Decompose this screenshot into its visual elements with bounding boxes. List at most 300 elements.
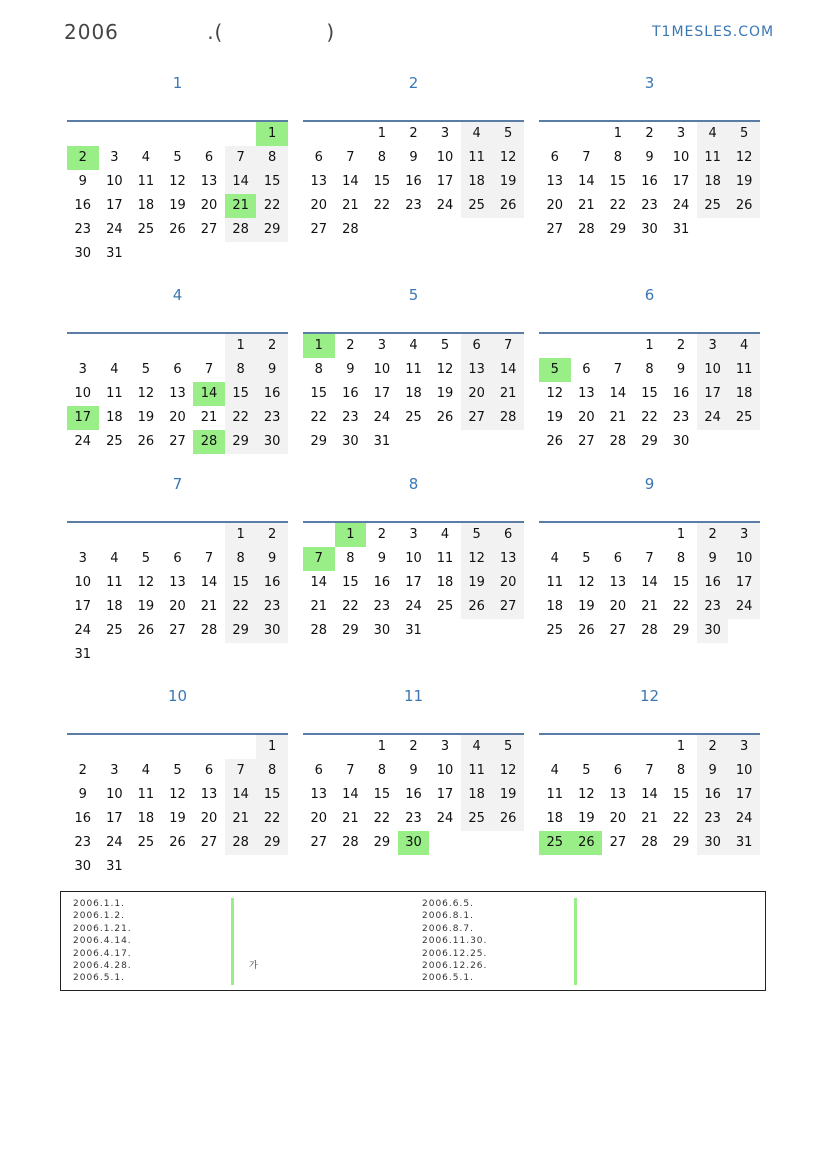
empty-day-cell bbox=[335, 122, 367, 146]
day-cell: 17 bbox=[106, 198, 123, 213]
day-cell: 25 bbox=[461, 194, 493, 218]
day-cell: 5 bbox=[173, 150, 182, 165]
holiday-date: 2006.12.25. bbox=[422, 948, 488, 959]
month-title: 8 bbox=[408, 475, 419, 493]
empty-day-cell bbox=[492, 218, 524, 242]
week-row bbox=[67, 643, 288, 667]
empty-day-cell bbox=[303, 735, 335, 759]
day-cell: 10 bbox=[106, 787, 123, 802]
day-cell: 18 bbox=[697, 170, 729, 194]
day-cell: 11 bbox=[137, 174, 155, 189]
week-row bbox=[67, 595, 288, 619]
day-cell: 19 bbox=[436, 386, 454, 401]
empty-day-cell bbox=[602, 735, 634, 759]
day-cell: 10 bbox=[405, 551, 422, 566]
holiday-marker bbox=[231, 960, 234, 972]
week-row bbox=[67, 855, 288, 879]
day-cell: 20 bbox=[609, 599, 627, 614]
month-title: 9 bbox=[644, 475, 655, 493]
empty-day-cell bbox=[193, 523, 225, 547]
day-cell: 22 bbox=[256, 194, 288, 218]
week-row bbox=[539, 619, 760, 643]
empty-day-cell bbox=[429, 430, 461, 454]
day-cell: 24 bbox=[74, 623, 92, 638]
day-cell: 8 bbox=[377, 763, 387, 778]
holiday-date: 2006.1.1. bbox=[73, 899, 125, 909]
day-cell: 30 bbox=[256, 430, 288, 454]
holiday-cell: 21 bbox=[225, 194, 257, 218]
day-cell: 4 bbox=[550, 551, 559, 566]
day-cell: 21 bbox=[492, 382, 524, 406]
day-cell: 16 bbox=[697, 571, 729, 595]
day-cell: 4 bbox=[461, 122, 493, 146]
day-cell: 14 bbox=[641, 575, 658, 590]
day-cell: 29 bbox=[225, 430, 257, 454]
day-cell: 30 bbox=[256, 619, 288, 643]
day-cell: 10 bbox=[697, 358, 729, 382]
day-cell: 7 bbox=[582, 150, 591, 165]
day-cell: 26 bbox=[492, 194, 524, 218]
day-cell: 20 bbox=[200, 811, 218, 826]
holiday-cell: 30 bbox=[398, 831, 430, 855]
day-grid bbox=[539, 735, 760, 855]
day-cell: 14 bbox=[342, 174, 359, 189]
day-cell: 25 bbox=[106, 623, 123, 638]
day-cell: 1 bbox=[613, 126, 623, 141]
day-cell: 13 bbox=[169, 575, 186, 590]
holiday-entry bbox=[73, 948, 403, 960]
day-cell: 23 bbox=[405, 198, 422, 213]
day-grid bbox=[67, 334, 288, 454]
day-cell: 29 bbox=[672, 623, 690, 638]
day-cell: 7 bbox=[645, 551, 654, 566]
empty-day-cell bbox=[99, 334, 131, 358]
day-cell: 5 bbox=[440, 338, 450, 353]
day-cell: 23 bbox=[697, 595, 729, 619]
day-cell: 23 bbox=[74, 835, 92, 850]
day-cell: 21 bbox=[641, 599, 658, 614]
holiday-cell: 2 bbox=[67, 146, 99, 170]
day-cell: 11 bbox=[405, 362, 422, 377]
day-cell: 29 bbox=[225, 619, 257, 643]
empty-day-cell bbox=[130, 643, 162, 667]
empty-day-cell bbox=[539, 735, 571, 759]
day-cell: 4 bbox=[141, 150, 151, 165]
day-cell: 9 bbox=[409, 763, 418, 778]
day-cell: 8 bbox=[377, 150, 387, 165]
day-cell: 5 bbox=[141, 551, 151, 566]
empty-day-cell bbox=[492, 831, 524, 855]
day-cell: 8 bbox=[256, 759, 288, 783]
week-row bbox=[539, 406, 760, 430]
day-cell: 7 bbox=[204, 362, 214, 377]
day-cell: 7 bbox=[225, 759, 257, 783]
day-cell: 27 bbox=[200, 835, 218, 850]
day-cell: 24 bbox=[106, 222, 123, 237]
day-cell: 8 bbox=[676, 551, 686, 566]
day-cell: 18 bbox=[106, 410, 123, 425]
day-cell: 9 bbox=[409, 150, 418, 165]
day-cell: 2 bbox=[409, 126, 418, 141]
holiday-marker bbox=[574, 972, 577, 984]
empty-day-cell bbox=[256, 643, 288, 667]
day-cell: 29 bbox=[373, 835, 391, 850]
day-cell: 24 bbox=[373, 410, 391, 425]
day-cell: 9 bbox=[78, 787, 87, 802]
week-row bbox=[539, 547, 760, 571]
week-row bbox=[539, 595, 760, 619]
day-cell: 9 bbox=[645, 150, 654, 165]
day-cell: 21 bbox=[342, 198, 359, 213]
week-row bbox=[303, 831, 524, 855]
day-cell: 28 bbox=[342, 222, 359, 237]
empty-day-cell bbox=[130, 523, 162, 547]
empty-day-cell bbox=[193, 735, 225, 759]
day-cell: 6 bbox=[314, 763, 323, 778]
week-row bbox=[67, 783, 288, 807]
empty-day-cell bbox=[634, 735, 666, 759]
day-cell: 3 bbox=[440, 739, 450, 754]
week-row bbox=[303, 759, 524, 783]
day-cell: 18 bbox=[436, 575, 454, 590]
day-cell: 18 bbox=[728, 382, 760, 406]
empty-day-cell bbox=[130, 334, 162, 358]
week-row bbox=[67, 194, 288, 218]
day-cell: 8 bbox=[225, 358, 257, 382]
empty-day-cell bbox=[99, 122, 131, 146]
empty-day-cell bbox=[728, 218, 760, 242]
week-row bbox=[539, 759, 760, 783]
week-row bbox=[67, 571, 288, 595]
day-cell: 4 bbox=[728, 334, 760, 358]
day-cell: 16 bbox=[256, 571, 288, 595]
day-cell: 13 bbox=[461, 358, 493, 382]
day-cell: 7 bbox=[225, 146, 257, 170]
day-cell: 4 bbox=[697, 122, 729, 146]
day-cell: 15 bbox=[225, 382, 257, 406]
day-cell: 22 bbox=[225, 595, 257, 619]
holiday-date: 2006.6.5. bbox=[422, 899, 474, 909]
day-cell: 3 bbox=[676, 126, 686, 141]
day-cell: 20 bbox=[546, 198, 564, 213]
empty-day-cell bbox=[225, 242, 257, 266]
holiday-date: 2006.1.2. bbox=[73, 911, 125, 922]
day-cell: 23 bbox=[256, 595, 288, 619]
day-cell: 25 bbox=[137, 835, 155, 850]
holiday-cell: 1 bbox=[303, 334, 335, 358]
week-row bbox=[67, 146, 288, 170]
empty-day-cell bbox=[130, 735, 162, 759]
day-cell: 21 bbox=[200, 410, 218, 425]
holiday-cell: 17 bbox=[67, 406, 99, 430]
holiday-list-right bbox=[422, 898, 752, 985]
week-row bbox=[67, 759, 288, 783]
day-cell: 25 bbox=[405, 410, 422, 425]
week-row bbox=[67, 242, 288, 266]
week-row bbox=[303, 146, 524, 170]
holiday-marker bbox=[574, 935, 577, 947]
week-row bbox=[539, 523, 760, 547]
day-cell: 4 bbox=[440, 527, 450, 542]
day-cell: 25 bbox=[106, 434, 123, 449]
empty-day-cell bbox=[461, 619, 493, 643]
day-cell: 11 bbox=[137, 787, 155, 802]
day-cell: 21 bbox=[578, 198, 595, 213]
day-cell: 1 bbox=[377, 739, 387, 754]
day-cell: 2 bbox=[377, 527, 387, 542]
day-cell: 17 bbox=[728, 571, 760, 595]
week-row bbox=[303, 430, 524, 454]
day-cell: 19 bbox=[578, 811, 595, 826]
day-cell: 8 bbox=[314, 362, 323, 377]
empty-day-cell bbox=[728, 430, 760, 454]
week-row bbox=[67, 406, 288, 430]
holiday-date: 2006.1.21. bbox=[73, 923, 132, 934]
day-cell: 20 bbox=[169, 410, 186, 425]
week-row bbox=[539, 194, 760, 218]
day-grid bbox=[303, 735, 524, 855]
week-row bbox=[539, 170, 760, 194]
empty-day-cell bbox=[225, 855, 257, 879]
day-cell: 22 bbox=[672, 599, 690, 614]
week-row bbox=[539, 358, 760, 382]
day-cell: 19 bbox=[728, 170, 760, 194]
day-cell: 17 bbox=[697, 382, 729, 406]
month-title: 3 bbox=[644, 74, 655, 92]
day-cell: 26 bbox=[137, 434, 155, 449]
site-name[interactable]: T1MESLES.COM bbox=[652, 24, 775, 40]
day-cell: 11 bbox=[436, 551, 454, 566]
empty-day-cell bbox=[130, 242, 162, 266]
holiday-entry bbox=[422, 923, 752, 935]
day-cell: 14 bbox=[225, 783, 257, 807]
day-cell: 23 bbox=[641, 198, 658, 213]
day-cell: 3 bbox=[409, 527, 418, 542]
week-row bbox=[303, 783, 524, 807]
holiday-marker bbox=[574, 960, 577, 972]
day-cell: 2 bbox=[645, 126, 654, 141]
day-cell: 1 bbox=[256, 735, 288, 759]
day-cell: 12 bbox=[436, 362, 454, 377]
week-row bbox=[67, 547, 288, 571]
day-cell: 12 bbox=[137, 386, 155, 401]
day-cell: 18 bbox=[405, 386, 422, 401]
empty-day-cell bbox=[539, 523, 571, 547]
empty-day-cell bbox=[99, 643, 131, 667]
day-cell: 16 bbox=[405, 787, 422, 802]
week-row bbox=[67, 382, 288, 406]
day-cell: 28 bbox=[492, 406, 524, 430]
day-cell: 8 bbox=[225, 547, 257, 571]
empty-day-cell bbox=[162, 643, 194, 667]
day-cell: 25 bbox=[137, 222, 155, 237]
day-cell: 14 bbox=[578, 174, 595, 189]
day-cell: 3 bbox=[377, 338, 387, 353]
empty-day-cell bbox=[539, 334, 571, 358]
day-cell: 19 bbox=[137, 410, 155, 425]
holiday-list-left bbox=[73, 898, 403, 985]
day-cell: 7 bbox=[346, 763, 355, 778]
holiday-cell: 14 bbox=[193, 382, 225, 406]
holiday-marker bbox=[231, 935, 234, 947]
day-cell: 26 bbox=[461, 595, 493, 619]
day-cell: 4 bbox=[110, 551, 119, 566]
day-cell: 26 bbox=[436, 410, 454, 425]
day-cell: 6 bbox=[173, 551, 182, 566]
day-cell: 19 bbox=[492, 783, 524, 807]
day-cell: 27 bbox=[609, 835, 627, 850]
day-cell: 12 bbox=[492, 759, 524, 783]
empty-day-cell bbox=[193, 242, 225, 266]
day-cell: 6 bbox=[461, 334, 493, 358]
day-cell: 21 bbox=[200, 599, 218, 614]
day-cell: 11 bbox=[728, 358, 760, 382]
day-grid bbox=[539, 334, 760, 454]
day-cell: 9 bbox=[256, 547, 288, 571]
holiday-list bbox=[60, 891, 766, 991]
empty-day-cell bbox=[193, 122, 225, 146]
week-row bbox=[67, 334, 288, 358]
day-grid bbox=[539, 523, 760, 643]
day-cell: 2 bbox=[697, 735, 729, 759]
month-title: 2 bbox=[408, 74, 419, 92]
day-cell: 24 bbox=[405, 599, 422, 614]
week-row bbox=[539, 430, 760, 454]
week-row bbox=[67, 358, 288, 382]
day-cell: 21 bbox=[225, 807, 257, 831]
day-cell: 19 bbox=[578, 599, 595, 614]
day-cell: 30 bbox=[641, 222, 658, 237]
day-cell: 20 bbox=[169, 599, 186, 614]
day-cell: 21 bbox=[641, 811, 658, 826]
day-cell: 23 bbox=[672, 410, 690, 425]
holiday-entry bbox=[422, 910, 752, 922]
day-cell: 19 bbox=[137, 599, 155, 614]
holiday-marker bbox=[574, 910, 577, 922]
holiday-entry bbox=[73, 923, 403, 935]
day-cell: 30 bbox=[342, 434, 359, 449]
day-cell: 27 bbox=[578, 434, 595, 449]
day-cell: 28 bbox=[641, 623, 658, 638]
day-cell: 6 bbox=[204, 763, 214, 778]
empty-day-cell bbox=[162, 855, 194, 879]
day-cell: 15 bbox=[373, 787, 391, 802]
holiday-entry bbox=[73, 960, 403, 972]
day-cell: 3 bbox=[440, 126, 450, 141]
week-row bbox=[539, 146, 760, 170]
day-cell: 27 bbox=[310, 835, 328, 850]
holiday-entry bbox=[422, 898, 752, 910]
empty-day-cell bbox=[67, 122, 99, 146]
day-cell: 3 bbox=[110, 150, 119, 165]
empty-day-cell bbox=[366, 218, 398, 242]
empty-day-cell bbox=[130, 855, 162, 879]
day-cell: 13 bbox=[492, 547, 524, 571]
day-cell: 26 bbox=[137, 623, 155, 638]
day-cell: 1 bbox=[225, 523, 257, 547]
day-cell: 23 bbox=[74, 222, 92, 237]
day-cell: 26 bbox=[546, 434, 564, 449]
week-row bbox=[539, 382, 760, 406]
day-cell: 25 bbox=[436, 599, 454, 614]
day-cell: 12 bbox=[169, 787, 186, 802]
day-cell: 27 bbox=[169, 434, 186, 449]
day-cell: 26 bbox=[492, 807, 524, 831]
day-cell: 11 bbox=[461, 146, 493, 170]
empty-day-cell bbox=[303, 122, 335, 146]
day-cell: 4 bbox=[409, 338, 418, 353]
day-grid bbox=[303, 334, 524, 454]
day-cell: 27 bbox=[492, 595, 524, 619]
holiday-date: 2006.5.1. bbox=[422, 973, 474, 984]
day-cell: 20 bbox=[461, 382, 493, 406]
week-row bbox=[539, 334, 760, 358]
day-cell: 25 bbox=[461, 807, 493, 831]
day-cell: 28 bbox=[225, 218, 257, 242]
day-cell: 16 bbox=[256, 382, 288, 406]
week-row bbox=[67, 523, 288, 547]
day-cell: 23 bbox=[342, 410, 359, 425]
day-cell: 10 bbox=[373, 362, 391, 377]
day-cell: 13 bbox=[310, 787, 328, 802]
empty-day-cell bbox=[429, 619, 461, 643]
day-cell: 31 bbox=[672, 222, 690, 237]
day-cell: 11 bbox=[106, 386, 123, 401]
day-cell: 28 bbox=[609, 434, 627, 449]
day-cell: 27 bbox=[169, 623, 186, 638]
week-row bbox=[539, 735, 760, 759]
day-cell: 7 bbox=[346, 150, 355, 165]
day-cell: 24 bbox=[728, 807, 760, 831]
month-title: 1 bbox=[172, 74, 183, 92]
day-cell: 15 bbox=[342, 575, 359, 590]
day-cell: 13 bbox=[546, 174, 564, 189]
day-cell: 6 bbox=[613, 551, 623, 566]
empty-day-cell bbox=[67, 523, 99, 547]
holiday-cell: 28 bbox=[193, 430, 225, 454]
day-cell: 27 bbox=[200, 222, 218, 237]
day-cell: 23 bbox=[373, 599, 391, 614]
day-cell: 21 bbox=[342, 811, 359, 826]
week-row bbox=[303, 571, 524, 595]
empty-day-cell bbox=[193, 855, 225, 879]
day-cell: 28 bbox=[641, 835, 658, 850]
day-cell: 22 bbox=[225, 406, 257, 430]
empty-day-cell bbox=[99, 523, 131, 547]
empty-day-cell bbox=[602, 334, 634, 358]
empty-day-cell bbox=[193, 334, 225, 358]
day-cell: 15 bbox=[256, 170, 288, 194]
day-cell: 2 bbox=[256, 523, 288, 547]
week-row bbox=[303, 523, 524, 547]
day-cell: 2 bbox=[256, 334, 288, 358]
day-cell: 31 bbox=[106, 246, 123, 261]
day-cell: 8 bbox=[346, 551, 355, 566]
day-cell: 3 bbox=[78, 551, 87, 566]
day-cell: 19 bbox=[492, 170, 524, 194]
day-cell: 24 bbox=[436, 198, 454, 213]
holiday-cell: 26 bbox=[571, 831, 603, 855]
day-cell: 5 bbox=[492, 122, 524, 146]
empty-day-cell bbox=[539, 122, 571, 146]
day-cell: 29 bbox=[310, 434, 328, 449]
holiday-cell: 5 bbox=[539, 358, 571, 382]
day-cell: 14 bbox=[609, 386, 627, 401]
day-cell: 31 bbox=[405, 623, 422, 638]
day-cell: 13 bbox=[200, 787, 218, 802]
empty-day-cell bbox=[429, 831, 461, 855]
week-row bbox=[303, 735, 524, 759]
